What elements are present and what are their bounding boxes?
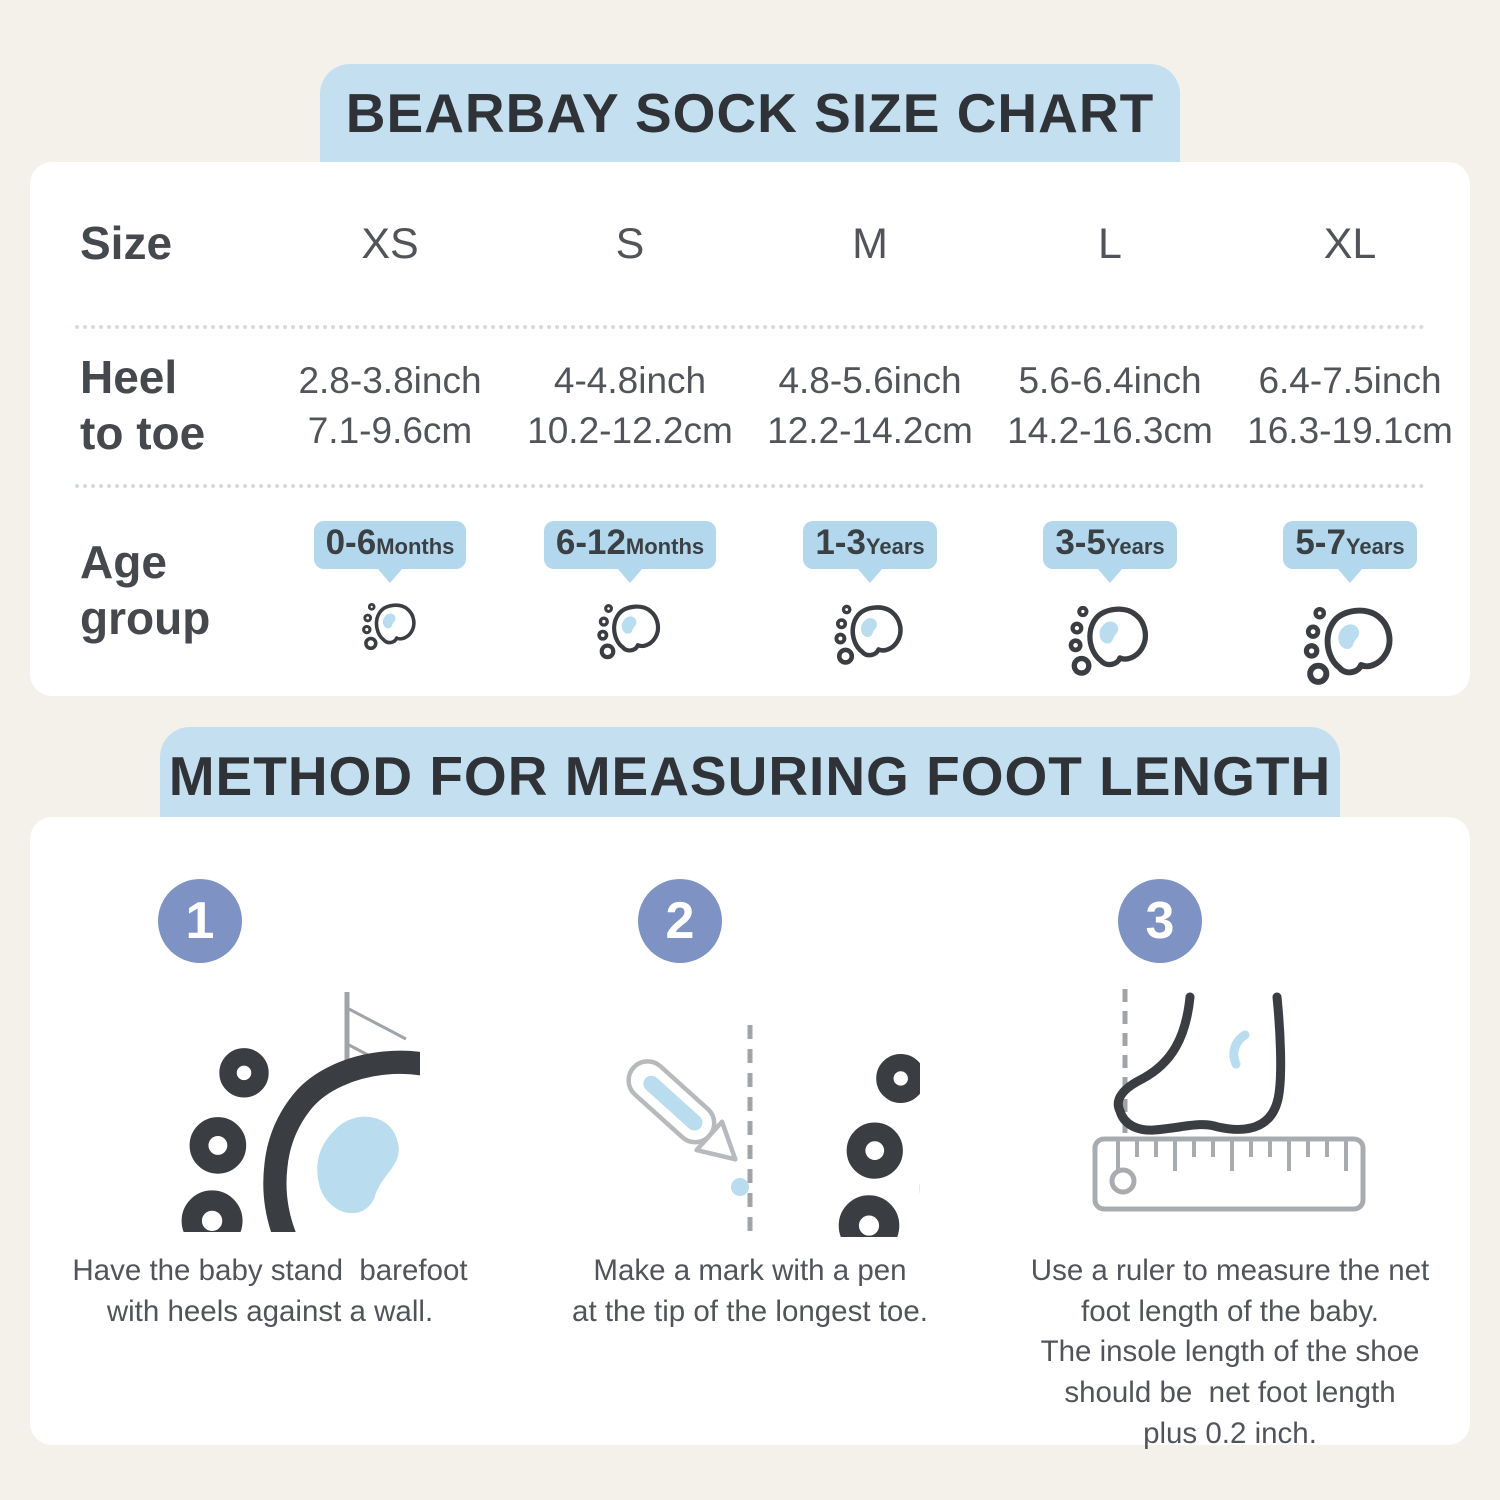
footprint-icon (192, 1057, 420, 1232)
footprint-icon (596, 597, 664, 665)
cm-value: 10.2-12.2cm (527, 409, 733, 451)
step-1 (30, 817, 510, 1455)
age-badge: 1-3 Years (803, 521, 936, 569)
step-description: Make a mark with a pen at the tip of the longest toe. (572, 1254, 928, 1328)
cm-value: 12.2-14.2cm (767, 409, 973, 451)
step-description: Have the baby stand barefoot with heels against a wall. (72, 1254, 468, 1328)
step-number-badge: 1 (158, 879, 242, 963)
heel-to-toe-value (1230, 326, 1470, 485)
step-3 (990, 817, 1470, 1455)
heel-to-toe-value (510, 326, 750, 485)
step-3-illustration (1070, 987, 1390, 1237)
pencil-icon (621, 1054, 748, 1174)
badge-tail (1097, 568, 1123, 583)
step-number-badge: 3 (1118, 879, 1202, 963)
pen-mark-illustration (580, 987, 920, 1237)
age-cell-m (750, 485, 990, 696)
age-cell-xl (1230, 485, 1470, 696)
footprint-icon (361, 597, 419, 655)
heel-to-toe-label: Heel to toe (80, 351, 206, 459)
step-2-illustration (580, 987, 920, 1237)
age-badge: 6-12 Months (544, 521, 716, 569)
pen-mark-dot (731, 1178, 749, 1196)
heel-to-toe-value (750, 326, 990, 485)
heel-to-toe-value (270, 326, 510, 485)
step-number-badge: 2 (638, 879, 722, 963)
age-badge: 0-6 Months (314, 521, 467, 569)
inch-value: 5.6-6.4inch (1018, 359, 1202, 401)
size-col-header-xl: XL (1323, 219, 1377, 268)
age-cell-xs (270, 485, 510, 696)
heel-to-toe-value (990, 326, 1230, 485)
footprint-icon (833, 597, 907, 671)
size-col-header-s: S (615, 219, 645, 268)
size-col-header-m: M (852, 219, 888, 268)
footprint-icon (1302, 597, 1398, 693)
ruler-measure-illustration (1070, 987, 1390, 1227)
cm-value: 7.1-9.6cm (307, 409, 473, 451)
badge-tail (857, 568, 883, 583)
cm-value: 16.3-19.1cm (1247, 409, 1453, 451)
inch-value: 6.4-7.5inch (1258, 359, 1442, 401)
method-card (30, 817, 1470, 1450)
footprint-icon (849, 1063, 920, 1237)
badge-tail (1337, 568, 1363, 583)
foot-side-icon (1118, 997, 1280, 1130)
cm-value: 14.2-16.3cm (1007, 409, 1213, 451)
age-group-label: Age group (80, 536, 211, 644)
badge-tail (377, 568, 403, 583)
size-chart-title: BEARBAY SOCK SIZE CHART (345, 82, 1155, 144)
step-2 (510, 817, 990, 1455)
size-row-label: Size (80, 217, 173, 270)
size-chart-card (30, 162, 1470, 696)
dotted-divider (75, 325, 1425, 329)
size-col-header-xs: XS (361, 219, 419, 268)
step-description: Use a ruler to measure the net foot length of the baby. The insole length of the shoe should be net foot length plus 0.2 inch. (1030, 1254, 1430, 1450)
badge-tail (617, 568, 643, 583)
step-1-illustration (120, 987, 420, 1237)
age-cell-l (990, 485, 1230, 696)
footprint-icon (1067, 597, 1153, 683)
inch-value: 4.8-5.6inch (778, 359, 962, 401)
age-cell-s (510, 485, 750, 696)
ruler-icon (1095, 1139, 1363, 1209)
method-title: METHOD FOR MEASURING FOOT LENGTH (168, 745, 1332, 807)
age-badge: 3-5 Years (1043, 521, 1176, 569)
inch-value: 2.8-3.8inch (298, 359, 482, 401)
foot-against-wall-illustration (120, 987, 420, 1232)
inch-value: 4-4.8inch (553, 359, 707, 401)
age-badge: 5-7 Years (1283, 521, 1416, 569)
size-col-header-l: L (1098, 219, 1122, 268)
dotted-divider (75, 484, 1425, 488)
